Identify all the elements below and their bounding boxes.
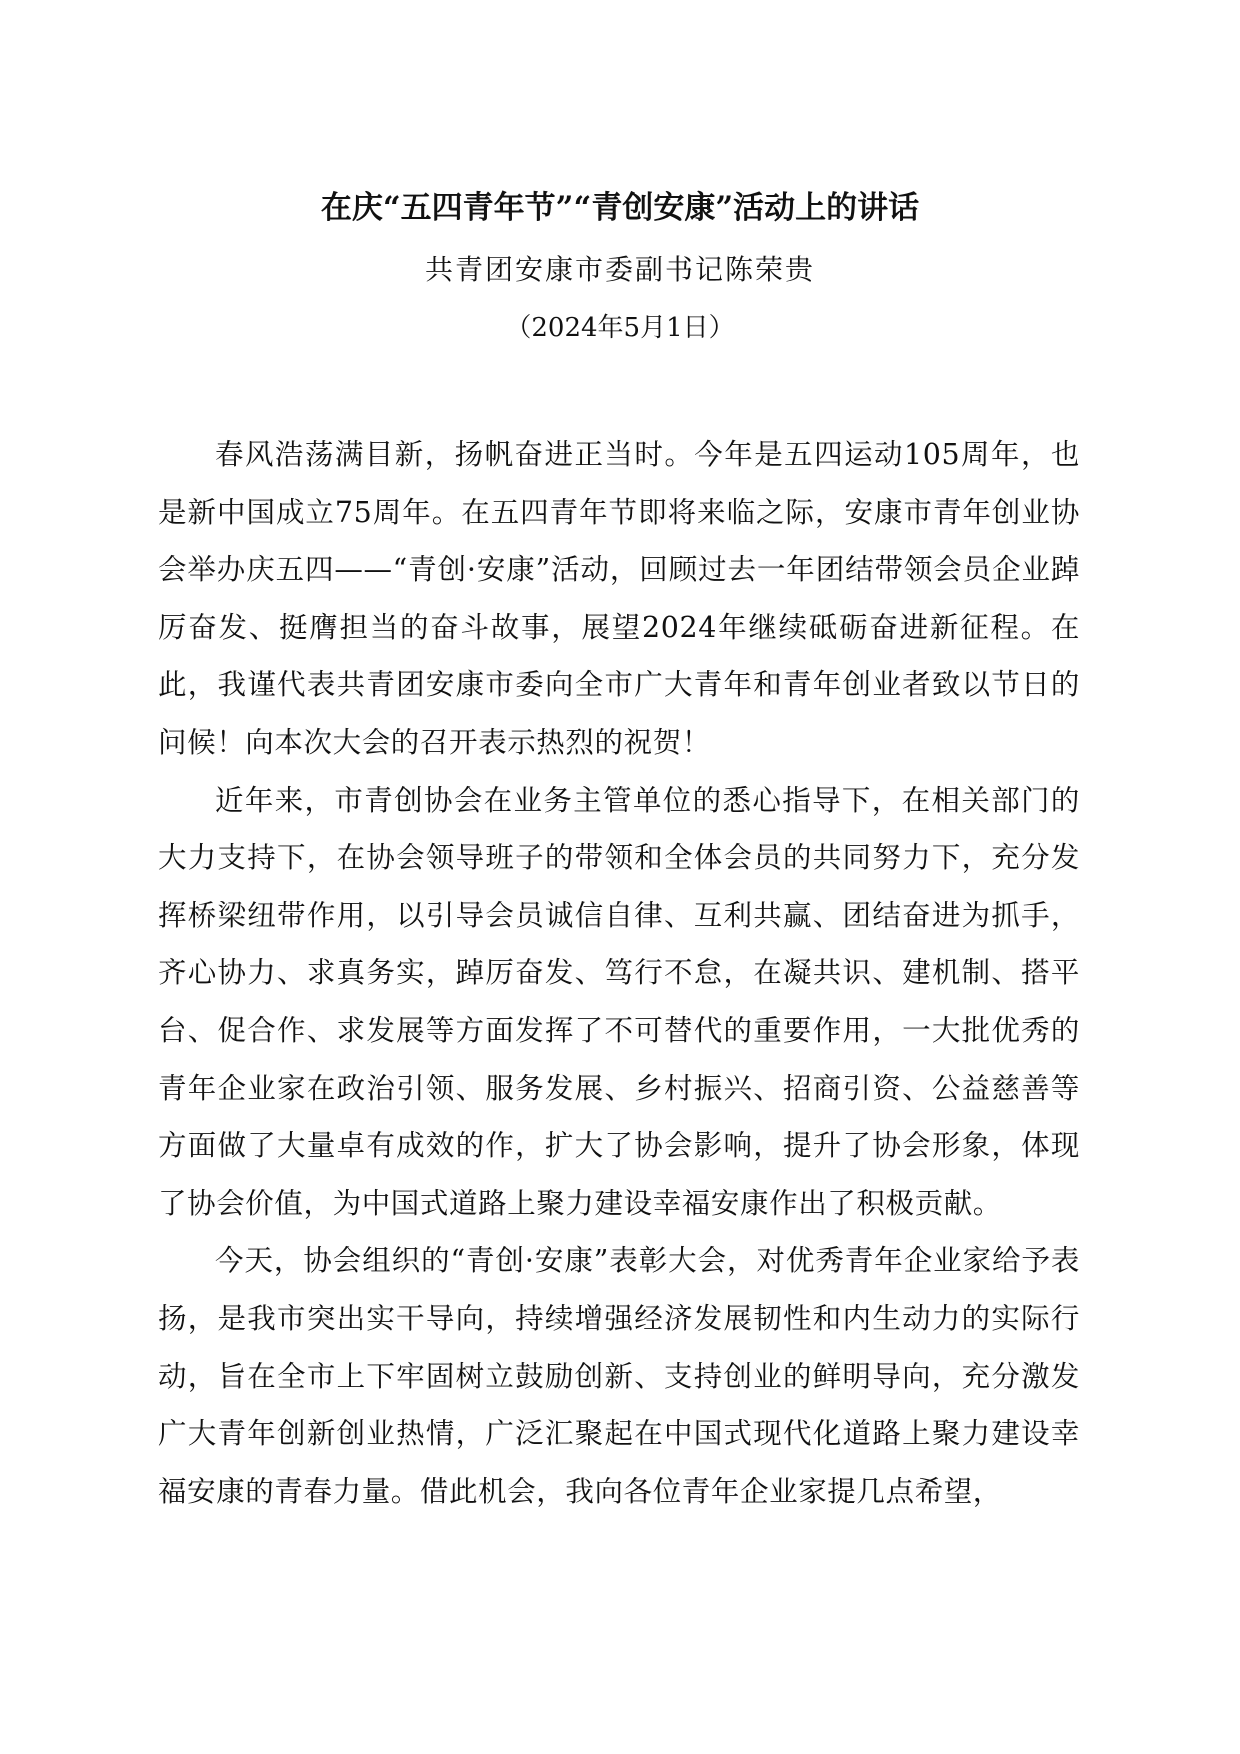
speech-date: （2024年5月1日） <box>505 313 735 343</box>
document-body <box>158 426 1080 1520</box>
paragraph: 近年来，市青创协会在业务主管单位的悉心指导下，在相关部门的大力支持下，在协会领导班子的带领和全体会员的共同努力下，充分发挥桥梁纽带作用，以引导会员诚信自律、互利共赢、团结奋进为抓手，齐心协力、求真务实，踔厉奋发、笃行不怠，在凝共识、建机制、搭平台、促合作、求发展等方面发挥了不可替代的重要作用，一大批优秀的青年企业家在政治引领、服务发展、乡村振兴、招商引资、公益慈善等方面做了大量卓有成效的作，扩大了协会影响，提升了协会形象，体现了协会价值，为中国式道路上聚力建设幸福安康作出了积极贡献。 <box>158 783 1080 1220</box>
paragraph: 春风浩荡满目新，扬帆奋进正当时。今年是五四运动105周年，也是新中国成立75周年。在五四青年节即将来临之际，安康市青年创业协会举办庆五四——“青创·安康”活动，回顾过去一年团结带领会员企业踔厉奋发、挺膺担当的奋斗故事，展望2024年继续砥砺奋进新征程。在此，我谨代表共青团安康市委向全市广大青年和青年创业者致以节日的问候！向本次大会的召开表示热烈的祝贺！ <box>158 438 1080 759</box>
paragraph: 今天，协会组织的“青创·安康”表彰大会，对优秀青年企业家给予表扬，是我市突出实干导向，持续增强经济发展韧性和内生动力的实际行动，旨在全市上下牢固树立鼓励创新、支持创业的鲜明导向，充分激发广大青年创新创业热情，广泛汇聚起在中国式现代化道路上聚力建设幸福安康的青春力量。借此机会，我向各位青年企业家提几点希望， <box>158 1244 1080 1508</box>
speaker-line: 共青团安康市委副书记陈荣贵 <box>424 253 815 286</box>
document-title: 在庆“五四青年节”“青创安康”活动上的讲话 <box>320 190 920 226</box>
